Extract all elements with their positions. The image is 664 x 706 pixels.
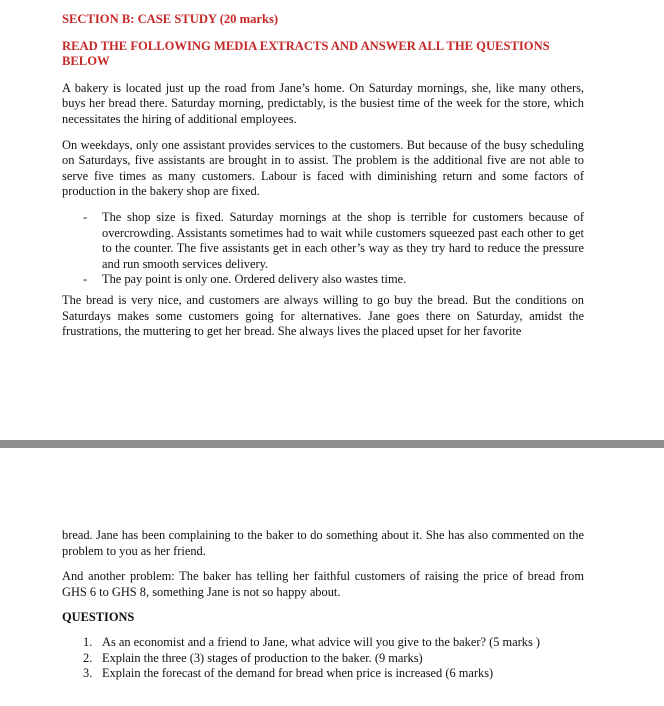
bullet-marker: -	[83, 209, 88, 224]
page-2-content	[62, 528, 584, 682]
paragraph-intro: A bakery is located just up the road from Jane’s home. On Saturday mornings, she, like many others, buys her bread there. Saturday morning, predictably, is the busiest time of the week for the store, which necessitates the hiring of additional employees.	[62, 80, 584, 126]
page-1-content	[62, 12, 584, 350]
question-number: 3.	[83, 666, 93, 681]
page-break-divider	[0, 440, 664, 448]
instruction-heading: READ THE FOLLOWING MEDIA EXTRACTS AND ANSWER ALL THE QUESTIONS BELOW	[62, 38, 550, 69]
document-page-2	[0, 448, 664, 706]
question-item	[83, 634, 584, 651]
question-item	[83, 666, 584, 682]
question-number: 1.	[83, 634, 93, 649]
paragraph-bread-conditions: The bread is very nice, and customers are always willing to go buy the bread. But the conditions on Saturdays makes some customers going for alternatives. Jane goes there on Saturday, amidst the frustrations, the muttering to get her bread. She always lives the placed upset for her favorite	[62, 292, 584, 339]
bullet-item	[83, 209, 584, 272]
question-number: 2.	[83, 650, 93, 665]
bullet-list	[62, 210, 584, 288]
bullet-text: The shop size is fixed. Saturday mornings at the shop is terrible for customers because of overcrowding. Assistants sometimes had to wait while customers squeezed past each other to get to the counter. The five assistants get in each other’s way as they try hard to reduce the pressure and run smooth services delivery.	[102, 209, 584, 271]
questions-heading: QUESTIONS	[62, 610, 135, 625]
bullet-text: The pay point is only one. Ordered delivery also wastes time.	[102, 272, 407, 287]
section-title: SECTION B: CASE STUDY (20 marks)	[62, 12, 279, 26]
questions-list	[62, 635, 584, 682]
bullet-item	[83, 272, 584, 288]
question-item	[83, 650, 584, 667]
paragraph-price-increase: And another problem: The baker has telling her faithful customers of raising the price of bread from GHS 6 to GHS 8, something Jane is not so happy about.	[62, 569, 584, 599]
paragraph-complaint: bread. Jane has been complaining to the baker to do something about it. She has also commented on the problem to you as her friend.	[62, 528, 584, 558]
question-text: Explain the forecast of the demand for bread when price is increased (6 marks)	[102, 666, 494, 681]
question-text: As an economist and a friend to Jane, what advice will you give to the baker? (5 marks )	[102, 634, 541, 649]
question-text: Explain the three (3) stages of production to the baker. (9 marks)	[102, 650, 423, 665]
bullet-marker: -	[83, 272, 88, 287]
paragraph-weekdays: On weekdays, only one assistant provides services to the customers. But because of the busy scheduling on Saturdays, five assistants are brought in to assist. The problem is the additional five are not able to serve five times as many customers. Labour is faced with diminishing return and some factors of production in the bakery shop are fixed.	[62, 137, 584, 199]
